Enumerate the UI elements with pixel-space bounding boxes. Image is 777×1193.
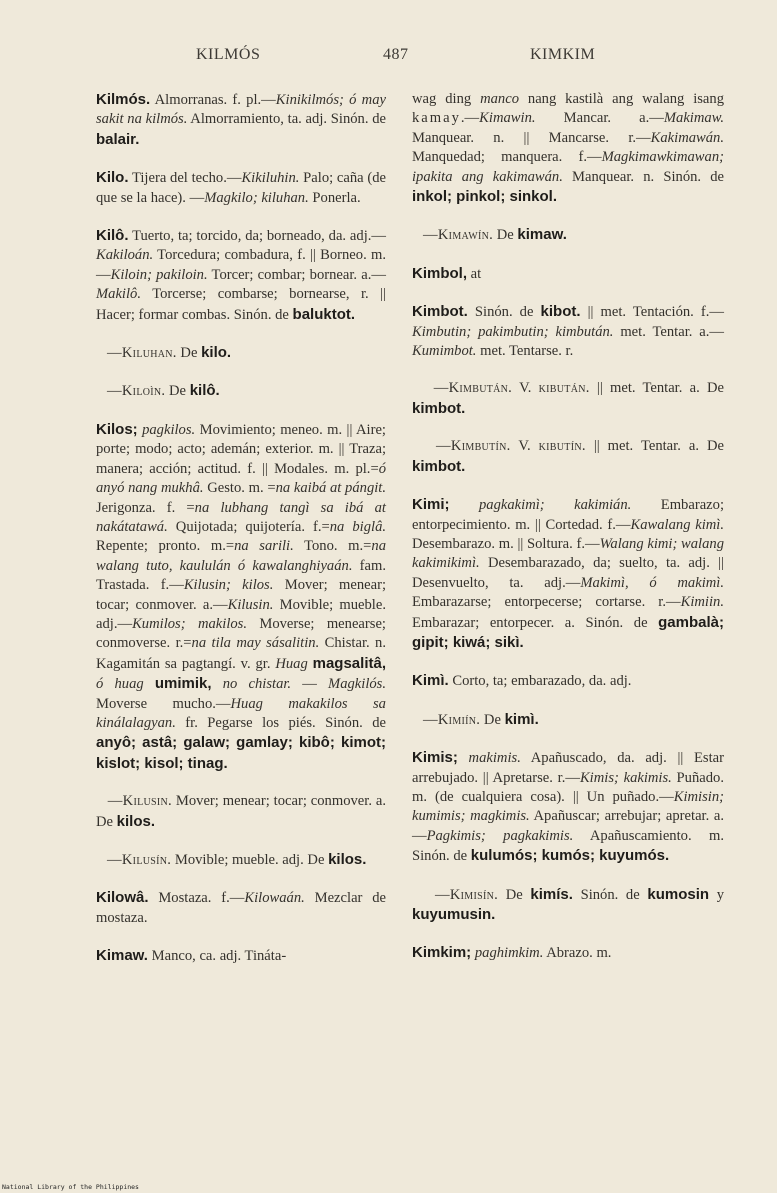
example: Walang kimi; walang kakimikimì. (412, 535, 724, 572)
xref-kiluhan (96, 343, 386, 363)
synonym: inkol; pinkol; sinkol. (412, 188, 558, 206)
example: Kimawin. (479, 110, 536, 127)
definition: Desembarazo. m. || Soltura. f.— (412, 535, 600, 552)
keyword: magsalitâ, (312, 654, 386, 672)
synonym: balair. (96, 130, 140, 148)
xref-kilusin-adj (96, 850, 386, 870)
example: no chistar. (222, 676, 292, 693)
subentry: —Kimbután. (433, 380, 513, 397)
crossref: kilo. (201, 344, 232, 362)
definition: Sinón. de (572, 886, 648, 903)
headword: Kilowâ. (96, 889, 149, 907)
entry-kimbol (412, 264, 724, 284)
example: ó anyó nang mukhâ. (96, 460, 386, 497)
example: Kumilos; makilos. (132, 615, 247, 632)
definition: Embarazo; entorpecimiento. m. || Cortedad. f.— (412, 497, 724, 533)
synonym: gambalà; gipit; kiwá; sikì. (412, 613, 724, 651)
crossref: kilos. (116, 812, 156, 830)
example: ó huag (96, 676, 144, 693)
synonym: kulumós; kumós; kuyumós. (470, 847, 670, 865)
xref-kimbutin (412, 437, 724, 477)
headword: Kimaw. (96, 947, 148, 965)
definition: — (291, 676, 329, 693)
example: Kimisin; kumimis; magkimis. (412, 788, 724, 825)
definition: met. Tentarse. r. (476, 343, 574, 360)
definition: Almorramiento, ta. adj. Sinón. de (187, 111, 386, 128)
crossref: kibutín. (538, 438, 586, 455)
entry-kimaw (96, 946, 386, 966)
entry-kimi-corto (412, 671, 724, 691)
definition: Mover; menear; tocar; conmover. a. De (96, 793, 386, 830)
definition: Manquear. n. || Mancarse. r.— (412, 129, 651, 146)
entry-kilos (96, 420, 386, 774)
header-right-guideword: KIMKIM (530, 46, 596, 63)
definition: || met. Tentar. a. De (585, 438, 725, 455)
definition: De (498, 886, 531, 903)
example: na sarili. (234, 538, 294, 555)
definition: Jerigonza. f. = (96, 499, 195, 516)
subentry: —Kiloìn. (106, 383, 166, 400)
example: Magkilós. (328, 676, 386, 693)
crossref: kimís. (530, 885, 573, 903)
definition: y (709, 886, 724, 903)
entry-kimi (412, 495, 724, 653)
definition: Manco, ca. adj. Tináta- (147, 948, 287, 965)
definition: .— (460, 110, 480, 127)
entry-kimis (412, 748, 724, 866)
definition: Ponerla. (308, 189, 361, 206)
definition: Embarazarse; entorpecerse; cortarse. r.— (412, 594, 681, 611)
definition: at (467, 265, 482, 282)
example: pagkakimì; kakimián. (479, 497, 632, 514)
definition: Almorranas. f. pl.— (150, 92, 276, 108)
definition: Mancar. a.— (535, 110, 664, 127)
example: Kimbutin; pakimbutin; kimbután. (412, 323, 614, 340)
example: Magkilo; kiluhan. (204, 189, 309, 206)
definition: || met. Tentar. a. De (589, 380, 724, 397)
subentry: —Kimiín. (422, 711, 481, 728)
definition: Tijera del techo.— (128, 170, 242, 187)
subentry: —Kimbutín. (436, 438, 511, 455)
definition: De (176, 345, 202, 362)
example: Kikiluhin. (241, 170, 300, 187)
entry-kilmos (96, 90, 386, 150)
crossref: kimaw. (517, 226, 567, 244)
definition: Embarazar; entorpecer. a. Sinón. de (412, 614, 659, 631)
xref-kimisin (412, 885, 724, 926)
definition: Tuerto, ta; torcido, da; borneado, da. adj.— (128, 228, 386, 245)
page-header (0, 46, 777, 70)
definition: Chistar. n. Kagamitán sa pagtangí. v. gr. (96, 635, 386, 672)
headword: Kilo. (96, 169, 129, 187)
synonym: anyô; astâ; galaw; gamlay; kibô; kimot; kislot; kisol; tinag. (96, 734, 386, 772)
definition: fr. Pegarse los piés. Sinón. de (175, 714, 386, 731)
example: Kakimawán. (650, 129, 724, 146)
headword: Kilmós. (96, 91, 151, 108)
definition: Mostaza. f.— (148, 890, 245, 907)
example: Makimaw. (663, 110, 724, 127)
synonym: baluktot. (292, 305, 356, 323)
subentry: —Kilusin. (107, 793, 172, 810)
definition: Repente; pronto. m.= (96, 538, 235, 555)
definition: V. (512, 380, 539, 397)
definition: wag ding (412, 91, 481, 107)
example: Kawalang kimì. (630, 516, 724, 533)
synonym: kumosin (647, 885, 710, 903)
example: Kilowaán. (244, 890, 305, 907)
example: Huag (275, 655, 308, 672)
entry-kilo-tuerto (96, 226, 386, 325)
page-number: 487 (383, 46, 409, 63)
xref-kimiin (412, 710, 724, 730)
entry-kilo (96, 168, 386, 208)
example: pagkilos. (142, 421, 196, 438)
definition: V. (510, 438, 539, 455)
entry-kimaw-cont (412, 90, 724, 207)
headword: Kimbol, (412, 264, 467, 282)
example: na biglâ. (329, 518, 387, 535)
keyword: umimik, (154, 675, 212, 693)
definition: Puñado. m. (de cualquiera cosa). || Un puñado.— (412, 769, 724, 805)
crossref: kimì. (504, 710, 539, 728)
definition: Manquear. n. Sinón. de (562, 168, 724, 185)
footer-library-credit: National Library of the Philippines (2, 1183, 139, 1191)
definition: Torcerse; combarse; bornearse, r. || Hacer; formar combas. Sinón. de (96, 286, 386, 323)
example: Kakiloán. (96, 247, 154, 264)
headword: Kimi; (412, 496, 450, 514)
xref-kilusin (96, 792, 386, 832)
definition: Desembarazado, da; suelto, ta. adj. || Desenvuelto, ta. adj.— (412, 555, 724, 591)
definition: De (165, 383, 190, 400)
example: manco (480, 91, 519, 107)
definition: Mezclar de mostaza. (96, 890, 386, 926)
example: Kilusin. (227, 596, 274, 613)
example: Kiloin; pakiloin. (110, 266, 208, 283)
definition: Torcer; combar; bornear. a.— (207, 266, 386, 283)
headword: Kilô. (96, 227, 129, 245)
example: na walang tuto, kaululán ó kawalanghiyaán. (96, 538, 386, 574)
definition: Movimiento; meneo. m. || Aire; porte; modo; acto; ademán; exterior. m. || Traza; manera; acción; actitud. f. || Modales. m. pl.= (96, 421, 386, 477)
crossref: kibután. (538, 380, 590, 397)
example: na lubhang tangì sa ibá at nakátatawá. (96, 499, 386, 535)
spaced-word: kamay (412, 110, 461, 127)
crossref: kilos. (328, 851, 367, 868)
example: Pagkimis; pagkakimis. (426, 827, 574, 844)
xref-kimbutan (412, 379, 724, 419)
definition: Gesto. m. = (203, 480, 276, 497)
example: Makilô. (96, 286, 141, 303)
example: paghimkim. (474, 945, 544, 962)
crossref: kimbot. (412, 457, 466, 475)
entry-kimbot (412, 302, 724, 361)
headword: Kilos; (96, 420, 138, 438)
crossref: kimbot. (412, 399, 466, 417)
entry-kimkim (412, 943, 724, 963)
example: makimis. (468, 750, 521, 767)
definition: Quijotada; quijotería. f.= (167, 518, 330, 535)
definition: || met. Tentación. f.— (580, 304, 724, 321)
headword: Kimbot. (412, 303, 468, 321)
example: Kilusin; kilos. (183, 577, 274, 594)
headword: Kimì. (412, 672, 449, 690)
definition: Moverse mucho.— (96, 695, 231, 712)
definition: De (493, 227, 518, 244)
example: na kaibá at pángit. (275, 480, 387, 497)
definition: fam. Trastada. f.— (96, 557, 386, 594)
definition: Moverse; menearse; conmoverse. r.= (96, 615, 386, 652)
definition: Sinón. de (467, 304, 541, 321)
example: Magkimawkimawan; ipakita ang kakimawán. (412, 149, 724, 185)
subentry: —Kimisín. (434, 886, 499, 903)
subentry: —Kilusín. (106, 852, 172, 868)
synonym: kuyumusin. (412, 906, 496, 923)
synonym: kibot. (540, 303, 581, 321)
definition: Apañuscamiento. m. Sinón. de (412, 827, 724, 865)
definition: met. Tentar. a.— (613, 323, 724, 340)
example: na tila may sásalitin. (191, 635, 320, 652)
xref-kiloin (96, 381, 386, 401)
crossref: kilô. (189, 382, 220, 400)
definition: Palo; caña (de que se la hace). — (96, 170, 387, 206)
entry-kilowa (96, 888, 386, 928)
headword: Kimis; (412, 749, 458, 767)
left-column (96, 90, 386, 985)
example: Kimis; kakimis. (579, 769, 672, 786)
definition: Movible; mueble. adj. De (171, 852, 329, 868)
definition: De (480, 711, 505, 728)
example: Kinikilmós; ó may sakit na kilmós. (96, 92, 386, 128)
definition: Manquedad; manquera. f.— (412, 149, 602, 166)
headword: Kimkim; (412, 944, 472, 962)
subentry: —Kimawín. (422, 227, 494, 244)
definition: Corto, ta; embarazado, da. adj. (448, 673, 632, 690)
right-column (412, 90, 724, 982)
definition: Abrazo. m. (543, 945, 612, 962)
example: Makimì, ó makimì. (580, 574, 724, 591)
subentry: —Kiluhan. (106, 345, 177, 362)
definition: Torcedura; combadura, f. || Borneo. m.— (96, 247, 386, 283)
example: Huag makakilos sa kinálalagyan. (96, 695, 386, 731)
definition: Mover; menear; tocar; conmover. a.— (96, 577, 387, 613)
header-left-guideword: KILMÓS (196, 46, 261, 63)
definition: Tono. m.= (293, 538, 372, 555)
definition: Movible; mueble. adj.— (96, 596, 386, 632)
definition: Apañuscado, da. adj. || Estar arrebujado. || Apretarse. r.— (412, 750, 725, 786)
definition: nang kastilà ang walang isang (519, 91, 724, 107)
definition: Apañuscar; arrebujar; apretar. a.— (412, 808, 724, 844)
example: Kumimbot. (412, 343, 477, 360)
xref-kimawin (412, 225, 724, 245)
example: Kimiin. (680, 594, 724, 611)
